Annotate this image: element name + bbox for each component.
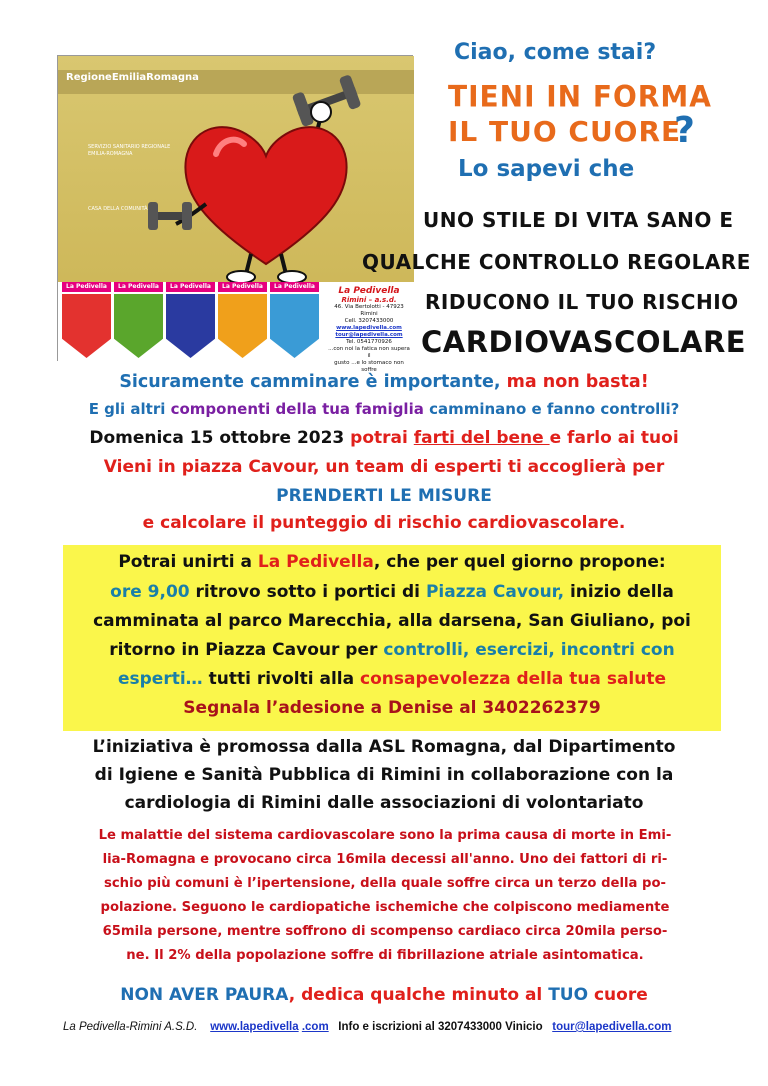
- y4-b: controlli, esercizi, incontri con: [383, 640, 675, 660]
- pedivella-shield-3: [166, 282, 215, 360]
- shield-header: La Pedivella: [62, 282, 111, 292]
- y1-pedivella: La Pedivella: [257, 552, 374, 572]
- claim-line-3: RIDUCONO IL TUO RISCHIO: [425, 290, 739, 314]
- footer-web-link[interactable]: www.lapedivella: [210, 1021, 299, 1033]
- poster-image: [57, 55, 413, 373]
- region-label: RegioneEmiliaRomagna: [66, 72, 199, 83]
- info-line-1: Le malattie del sistema cardiovascolare sono la prima causa di morte in Emi-: [98, 828, 672, 843]
- shield-body: [166, 294, 215, 358]
- card-address: 46. Via Bertolotti - 47923 Rimini: [334, 304, 404, 317]
- l3-feel-good: farti del bene: [413, 428, 550, 448]
- asl-line-1: L’iniziativa è promossa dalla ASL Romagna, dal Dipartimento: [92, 737, 676, 757]
- shield-body: [270, 294, 319, 358]
- yellow-line-6: Segnala l’adesione a Denise al 3402262379: [183, 698, 601, 718]
- l2-family: componenti della tua famiglia: [170, 400, 424, 418]
- yellow-line-1: [63, 552, 721, 572]
- intro-text: Lo sapevi che: [458, 156, 635, 182]
- card-motto-2: gusto ...e lo stomaco non soffre: [334, 360, 404, 373]
- pedivella-shield-5: [270, 282, 319, 360]
- body-line-6: e calcolare il punteggio di rischio cardiovascolare.: [142, 513, 626, 533]
- shield-body: [114, 294, 163, 358]
- closing-p4: cuore: [588, 985, 648, 1005]
- y1-a: Potrai unirti a: [118, 552, 258, 572]
- shield-header: La Pedivella: [114, 282, 163, 292]
- l2-part-c: camminano e fanno controlli?: [423, 400, 680, 418]
- pedivella-shield-1: [62, 282, 111, 360]
- shield-body: [62, 294, 111, 358]
- info-line-4: polazione. Seguono le cardiopatiche ischemiche che colpiscono mediamente: [100, 900, 670, 915]
- pedivella-card: [326, 286, 412, 373]
- card-cell: Cell. 3207433000: [344, 318, 394, 324]
- pedivella-shield-4: [218, 282, 267, 360]
- l3-part-d: e farlo ai tuoi: [549, 428, 679, 448]
- y5-a: esperti…: [117, 669, 203, 689]
- body-line-4: Vieni in piazza Cavour, un team di esperti ti accoglierà per: [103, 457, 665, 477]
- y5-b: tutti rivolti alla: [202, 669, 361, 689]
- yellow-line-2: [63, 582, 721, 602]
- not-enough: ma non basta!: [500, 372, 649, 392]
- card-tel: Tel. 0541770926: [346, 339, 392, 345]
- event-date: Domenica 15 ottobre 2023: [89, 428, 345, 448]
- body-line-5: PRENDERTI LE MISURE: [276, 486, 492, 506]
- shield-header: La Pedivella: [218, 282, 267, 292]
- footer-mail-link[interactable]: tour@lapedivella.com: [552, 1021, 672, 1033]
- shield-header: La Pedivella: [270, 282, 319, 292]
- info-line-5: 65mila persone, mentre soffrono di scompenso cardiaco circa 20mila perso-: [102, 924, 668, 939]
- y5-c: consapevolezza della tua salute: [360, 669, 666, 689]
- walk-important: Sicuramente camminare è importante,: [119, 372, 501, 392]
- y1-c: , che per quel giorno propone:: [373, 552, 666, 572]
- asl-line-3: cardiologia di Rimini dalle associazioni di volontariato: [124, 793, 644, 813]
- yellow-line-5: [63, 669, 721, 689]
- claim-line-1: UNO STILE DI VITA SANO E: [423, 208, 734, 232]
- l3-part-b: potrai: [344, 428, 414, 448]
- y2-time: ore 9,00: [110, 582, 190, 602]
- ssr-line1: SERVIZIO SANITARIO REGIONALE: [88, 144, 171, 150]
- yellow-line-3: camminata al parco Marecchia, alla darsena, San Giuliano, poi: [93, 611, 691, 631]
- title-question-mark: ?: [674, 110, 695, 151]
- card-mail-link[interactable]: tour@lapedivella.com: [335, 332, 403, 338]
- y4-a: ritorno in Piazza Cavour per: [109, 640, 384, 660]
- title-line-1: TIENI IN FORMA: [448, 79, 712, 114]
- card-web-link[interactable]: www.lapedivella.com: [336, 325, 402, 331]
- info-line-2: lia-Romagna e provocano circa 16mila decessi all'anno. Uno dei fattori di ri-: [102, 852, 668, 867]
- y2-d: inizio della: [564, 582, 674, 602]
- body-line-3: [0, 428, 768, 448]
- claim-line-2: QUALCHE CONTROLLO REGOLARE: [362, 250, 751, 274]
- info-line-6: ne. Il 2% della popolazione soffre di fibrillazione atriale asintomatica.: [126, 948, 644, 963]
- claim-line-4: CARDIOVASCOLARE: [421, 325, 747, 359]
- body-line-2: [0, 400, 768, 418]
- shield-header: La Pedivella: [166, 282, 215, 292]
- footer: [63, 1021, 671, 1033]
- closing-p3: TUO: [548, 985, 589, 1005]
- shield-body: [218, 294, 267, 358]
- asl-line-2: di Igiene e Sanità Pubblica di Rimini in collaborazione con la: [94, 765, 674, 785]
- ssr-line2: EMILIA-ROMAGNA: [88, 151, 133, 157]
- closing-p1: NON AVER PAURA: [120, 985, 289, 1005]
- closing-line: [0, 985, 768, 1005]
- greeting: Ciao, come stai?: [454, 40, 657, 65]
- card-sub: Rimini – a.s.d.: [341, 296, 397, 304]
- pedivella-shield-2: [114, 282, 163, 360]
- footer-phone: 3207433000 Vinicio: [437, 1021, 543, 1033]
- yellow-line-4: [63, 640, 721, 660]
- l2-part-a: E gli altri: [88, 400, 171, 418]
- footer-org: La Pedivella-Rimini A.S.D.: [63, 1021, 198, 1033]
- title-line-2: IL TUO CUORE: [448, 115, 682, 148]
- y2-b: ritrovo sotto i portici di: [189, 582, 426, 602]
- footer-web-suffix[interactable]: .com: [301, 1021, 329, 1033]
- heart-mascot-icon: [146, 74, 386, 284]
- casa-label: CASA DELLA COMUNITÀ: [88, 206, 148, 212]
- body-line-1: [0, 372, 768, 392]
- card-name: La Pedivella: [338, 286, 400, 296]
- footer-info: Info e iscrizioni al: [338, 1021, 435, 1033]
- card-motto-1: ...con noi la fatica non supera il: [328, 346, 410, 359]
- closing-p2: , dedica qualche minuto al: [288, 985, 549, 1005]
- info-line-3: schio più comuni è l’ipertensione, della quale soffre circa un terzo della po-: [104, 876, 666, 891]
- y2-piazza: Piazza Cavour,: [425, 582, 565, 602]
